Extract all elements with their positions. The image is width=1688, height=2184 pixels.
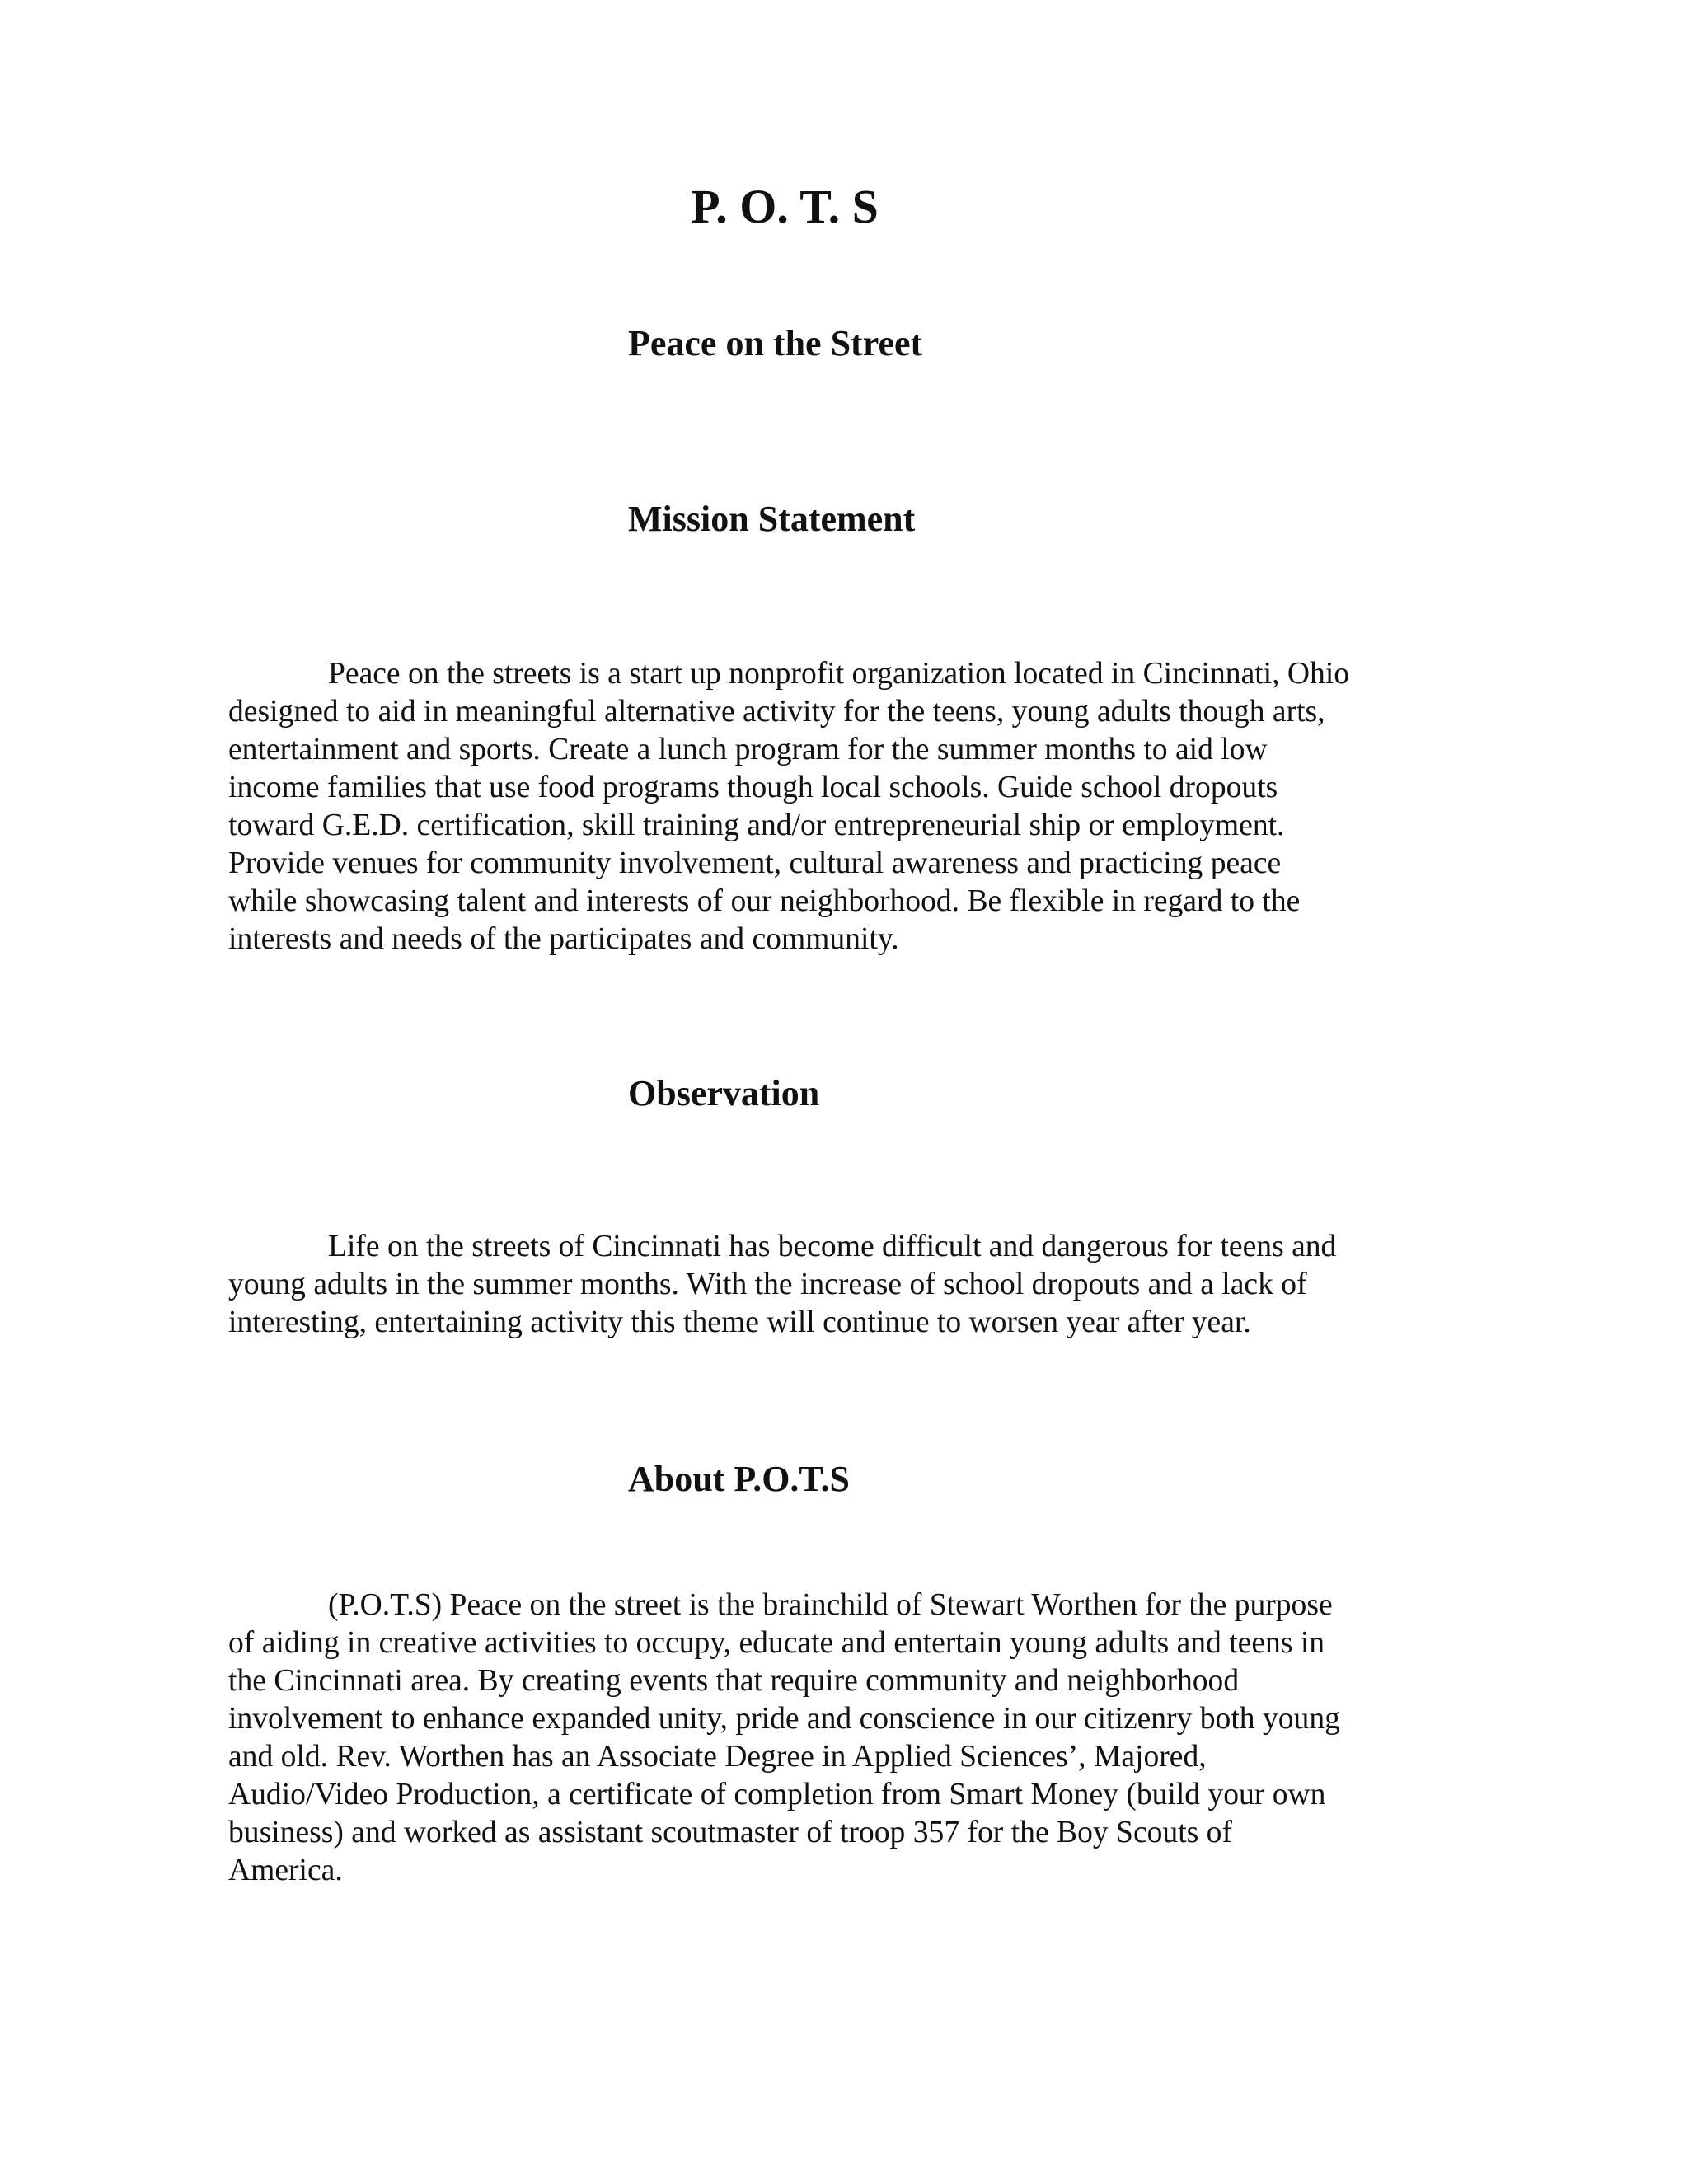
paragraph-line: Life on the streets of Cincinnati has become difficult and dangerous for teens and	[328, 1230, 1337, 1263]
paragraph-line: young adults in the summer months. With the increase of school dropouts and a lack of	[228, 1268, 1307, 1301]
paragraph-line: Provide venues for community involvement, cultural awareness and practicing peace	[228, 846, 1282, 880]
paragraph-line: and old. Rev. Worthen has an Associate Degree in Applied Sciences’, Majored,	[228, 1740, 1207, 1774]
paragraph-line: Peace on the streets is a start up nonprofit organization located in Cincinnati, Ohio	[328, 657, 1350, 691]
paragraph-line: designed to aid in meaningful alternative activity for the teens, young adults though arts,	[228, 695, 1325, 729]
section-body-observation	[228, 1228, 1448, 1342]
paragraph-line: interests and needs of the participates and community.	[228, 922, 899, 956]
paragraph-line: America.	[228, 1854, 343, 1887]
paragraph-line: business) and worked as assistant scoutmaster of troop 357 for the Boy Scouts of	[228, 1816, 1232, 1849]
section-heading-mission: Mission Statement	[628, 499, 916, 539]
section-body-about	[228, 1586, 1448, 1890]
paragraph-line: interesting, entertaining activity this theme will continue to worsen year after year.	[228, 1305, 1251, 1339]
paragraph-line: entertainment and sports. Create a lunch program for the summer months to aid low	[228, 733, 1268, 766]
paragraph-line: of aiding in creative activities to occupy, educate and entertain young adults and teens in	[228, 1626, 1325, 1660]
section-body-mission	[228, 655, 1448, 958]
document-title: P. O. T. S	[691, 180, 879, 233]
section-heading-about: About P.O.T.S	[628, 1459, 850, 1499]
paragraph-line: (P.O.T.S) Peace on the street is the brainchild of Stewart Worthen for the purpose	[328, 1588, 1333, 1622]
paragraph-line: Audio/Video Production, a certificate of completion from Smart Money (build your own	[228, 1778, 1326, 1811]
paragraph-line: the Cincinnati area. By creating events that require community and neighborhood	[228, 1664, 1240, 1698]
document-subtitle: Peace on the Street	[628, 323, 923, 363]
paragraph-line: while showcasing talent and interests of our neighborhood. Be flexible in regard to the	[228, 884, 1301, 918]
paragraph-line: income families that use food programs though local schools. Guide school dropouts	[228, 771, 1278, 804]
section-heading-observation: Observation	[628, 1073, 820, 1113]
paragraph-line: toward G.E.D. certification, skill training and/or entrepreneurial ship or employment.	[228, 808, 1285, 842]
paragraph-line: involvement to enhance expanded unity, pride and conscience in our citizenry both young	[228, 1702, 1340, 1736]
